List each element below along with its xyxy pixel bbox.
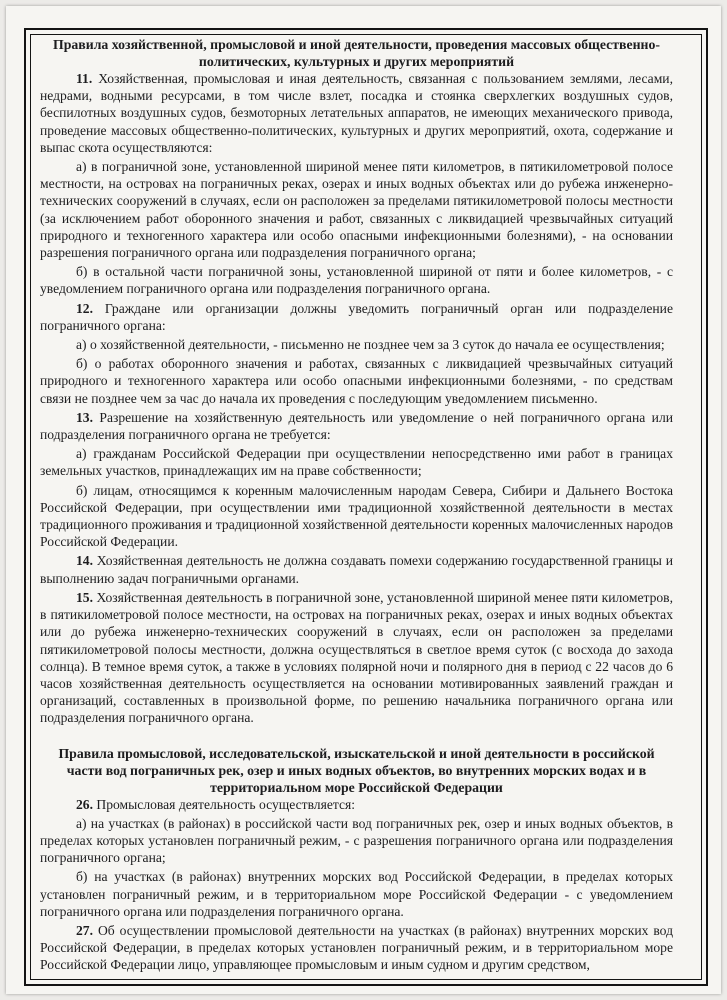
paragraph-text: Хозяйственная, промысловая и иная деятельность, связанная с пользованием землями, лесами, недрами, водными ресурсами, в том числе взлет, посадка и стоянка сверхлегких воздушных судов, беспилотных воздушных судов, безмоторных летательных аппаратов, не имеющих механического привода, проведение массовых общественно-политических, культурных и других мероприятий, охота, содержание и выпас скота осуществляются: — [40, 71, 673, 155]
paragraph-text: Разрешение на хозяйственную деятельность или уведомление о ней пограничного органа или подразделения пограничного органа не требуется: — [40, 409, 673, 443]
section-title: Правила хозяйственной, промысловой и иной деятельности, проведения массовых общественно-политических, культурных и других мероприятий — [52, 37, 660, 69]
subparagraph: а) гражданам Российской Федерации при осуществлении непосредственно ими работ в границах земельных участков, принадлежащих им на праве собственности; — [40, 446, 673, 479]
paragraph-text: Промысловая деятельность осуществляется: — [93, 796, 356, 812]
subparagraph: б) лицам, относящимся к коренным малочисленным народам Севера, Сибири и Дальнего Востока Российской Федерации, при осуществлении ими традиционной хозяйственной деятельности в местах традиционного проживания и традиционной хозяйственной деятельности коренных малочисленных народов Российской Федерации. — [40, 482, 673, 550]
subparagraph: б) на участках (в районах) внутренних морских вод Российской Федерации, в пределах которых установлен пограничный режим, и в территориальном море Российской Федерации - с уведомлением пограничного органа или подразделения пограничного органа. — [40, 869, 673, 919]
paragraph — [40, 552, 673, 586]
document-body — [40, 36, 673, 974]
paragraph — [40, 796, 673, 813]
subparagraph: б) в остальной части пограничной зоны, установленной шириной от пяти и более километров, - с уведомлением пограничного органа или подразделения пограничного органа. — [40, 264, 673, 297]
subparagraph: а) в пограничной зоне, установленной шириной менее пяти километров, в пятикилометровой полосе местности, на островах на пограничных реках, озерах и иных водных объектах или до рубежа инженерно-технических сооружений в случаях, если он расположен за пределами пятикилометровой полосы местности (за исключением работ оборонного значения и работ, связанных с ликвидацией чрезвычайных ситуаций природного и техногенного характера или особо опасными инфекционными болезнями), - на основании разрешения пограничного органа или подразделения пограничного органа; — [40, 159, 673, 261]
subparagraph: а) о хозяйственной деятельности, - письменно не позднее чем за 3 суток до начала ее осуществления; — [76, 337, 665, 353]
paragraph-text: Хозяйственная деятельность не должна создавать помехи содержанию государственной границы и выполнению задач пограничными органами. — [40, 553, 673, 586]
paragraph-text: Граждане или организации должны уведомить пограничный орган или подразделение пограничного органа: — [40, 300, 673, 333]
paragraph-text: Хозяйственная деятельность в пограничной зоне, установленной шириной менее пяти километров, в пятикилометровой полосе местности, на островах на пограничных реках, озерах и иных водных объектах или до рубежа инженерно-технических сооружений в случаях, если он расположен за пределами пятикилометровой полосы местности, должна осуществляться в светлое время суток (с восхода до захода солнца). В темное время суток, а также в условиях полярной ночи и полярного дня в период с 22 часов до 6 часов хозяйственная деятельность осуществляется на основании мотивированных заявлений граждан и организаций, составленных в произвольной форме, по решению начальника пограничного органа или подразделения пограничного органа. — [40, 589, 673, 726]
paragraph — [40, 70, 673, 156]
paragraph-number: 26. — [76, 796, 93, 812]
paragraph-text: Об осуществлении промысловой деятельности на участках (в районах) внутренних морских вод Российской Федерации, в пределах которых установлен пограничный режим, и в территориальном море Российской Федерации лицо, управляющее промысловым и иным судном и другим средством, — [40, 922, 673, 973]
section-title: Правила промысловой, исследовательской, изыскательской и иной деятельности в российской части вод пограничных рек, озер и иных водных объектов, во внутренних морских водах и в территориальном море Российской Федерации — [58, 745, 655, 795]
paragraph-number: 13. — [76, 409, 93, 425]
paragraph-number: 15. — [76, 589, 93, 605]
paragraph-number: 11. — [76, 71, 93, 86]
paragraph — [40, 589, 673, 727]
paragraph-number: 12. — [76, 300, 93, 316]
paragraph — [40, 409, 673, 443]
document-page — [6, 6, 721, 994]
paragraph — [40, 300, 673, 334]
paragraph — [40, 922, 673, 974]
paragraph-number: 27. — [76, 922, 93, 938]
subparagraph: б) о работах оборонного значения и работах, связанных с ликвидацией чрезвычайных ситуаций природного и техногенного характера или особо опасными инфекционными болезнями, - по средствам связи не позднее чем за час до начала их проведения с последующим уведомлением письменно. — [40, 356, 673, 406]
paragraph-number: 14. — [76, 553, 93, 569]
subparagraph: а) на участках (в районах) в российской части вод пограничных рек, озер и иных водных объектов, в пределах которых установлен пограничный режим, - с разрешения пограничного органа или подразделения пограничного органа; — [40, 815, 673, 866]
